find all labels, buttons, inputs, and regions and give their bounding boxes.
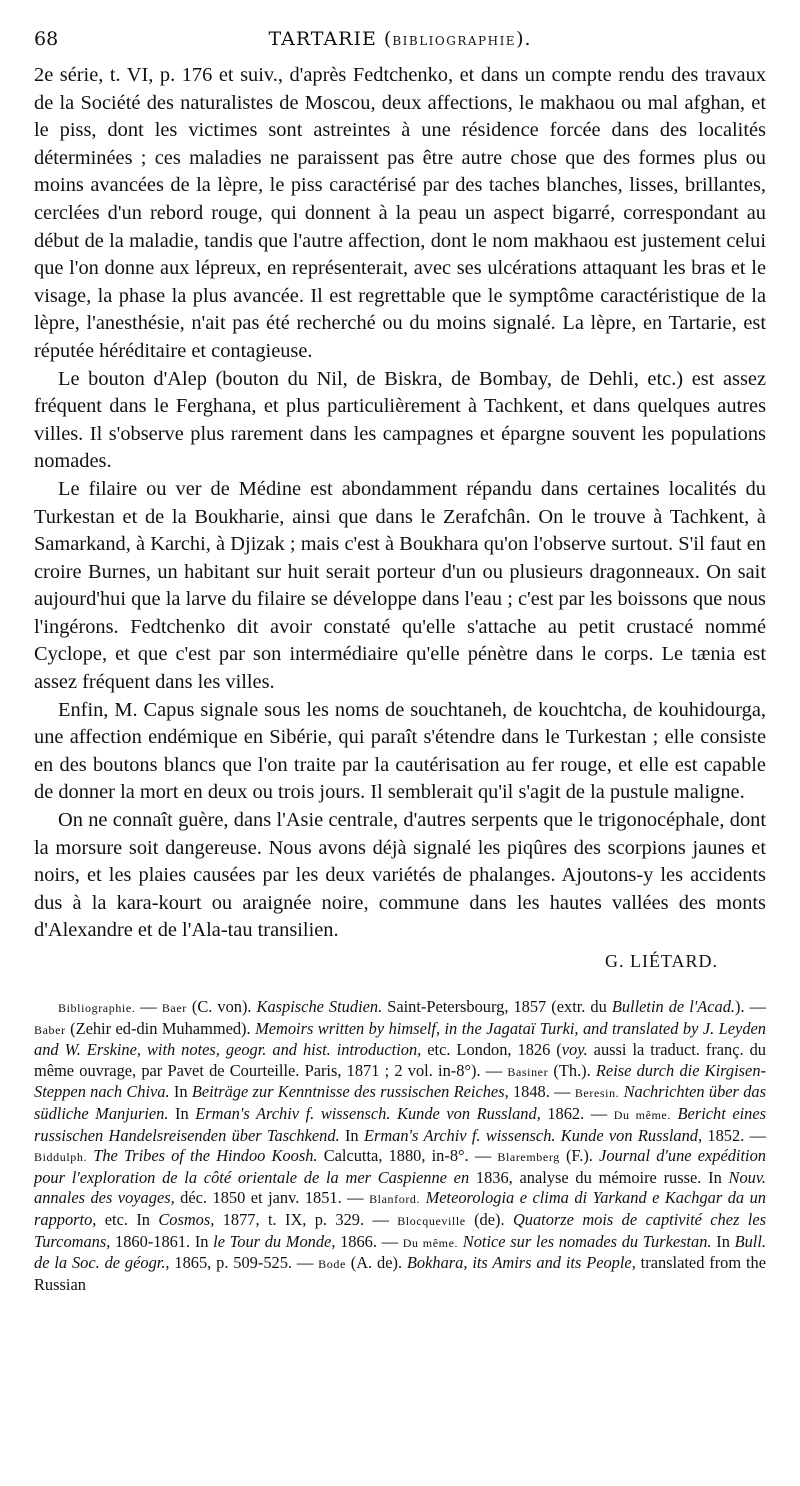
bibliography-text: (A. de). [345, 1253, 407, 1273]
bibliography-author: Bibliographie. [58, 1001, 136, 1015]
bibliography [34, 997, 766, 1295]
bibliography-text: etc. In [96, 1209, 159, 1229]
bibliography-text: Saint-Petersbourg, 1857 (extr. du [382, 997, 612, 1016]
bibliography-author: Du même. [402, 1235, 459, 1250]
bibliography-title: Kaspische Studien. [256, 997, 383, 1016]
bibliography-title: Erman's Archiv f. wissensch. Kunde von Russland, [363, 1125, 703, 1145]
bibliography-title: Notice sur les nomades du Turkestan. [462, 1231, 712, 1251]
bibliography-title: voy. [561, 1040, 588, 1060]
bibliography-title: Beiträge zur Kenntnisse des russischen Reiches, [191, 1082, 509, 1102]
page [34, 28, 766, 1295]
bibliography-text: déc. 1850 et janv. 1851. — [174, 1188, 370, 1208]
running-header [34, 28, 766, 62]
bibliography-text: 1865, p. 509-525. — [169, 1253, 319, 1273]
running-title-main: TARTARIE ( [268, 28, 393, 50]
bibliography-title: Bulletin de l'Acad. [611, 997, 736, 1016]
bibliography-author: Biddulph. [34, 1150, 88, 1165]
bibliography-text: 1860-1861. In [110, 1231, 214, 1251]
bibliography-text: translated from the Russian [34, 1253, 767, 1294]
bibliography-text: In [169, 1082, 192, 1102]
bibliography-title: Reise durch die Kirgisen-Steppen nach Chiva. [34, 1060, 766, 1102]
bibliography-text: (Th.). [548, 1060, 596, 1080]
bibliography-author: Blaremberg [497, 1150, 560, 1165]
bibliography-text: (Zehir ed-din Muhammed). [65, 1018, 256, 1038]
bibliography-text: (de). [465, 1209, 513, 1229]
paragraph: Le filaire ou ver de Médine est abondamment répandu dans certaines localités du Turkestan et de la Boukharie, ainsi que dans le Zerafchân. On le trouve à Tachkent, à Samarkand, à Karchi, à Djizak ; mais c'est à Boukhara qu'on l'observe surtout. S'il faut en croire Burnes, un habitant sur huit serait porteur d'un ou plusieurs dragonneaux. On sait aujourd'hui que la larve du filaire se développe dans l'eau ; c'est par les boissons que nous l'ingérons. Fedtchenko dit avoir constaté qu'elle s'attache au petit crustacé nommé Cyclope, et que c'est par son intermédiaire qu'elle pénètre dans le corps. Le tænia est assez fréquent dans les villes. [34, 477, 766, 694]
bibliography-author: Du même. [613, 1107, 671, 1122]
bibliography-title: Bull. de la Soc. de géogr., [34, 1231, 766, 1273]
bibliography-title: Quatorze mois de captivité chez les Turcomans, [34, 1209, 766, 1251]
bibliography-title: Nachrichten über das südliche Manjurien. [34, 1082, 766, 1123]
page-number: 68 [34, 28, 59, 50]
bibliography-title: Bericht eines russischen Handelsreisenden über Taschkend. [34, 1103, 767, 1145]
bibliography-text: In [711, 1231, 735, 1251]
running-title-section: BIBLIOGRAPHIE [392, 34, 517, 48]
bibliography-text: 1877, t. IX, p. 329. — [214, 1209, 398, 1229]
bibliography-title: Nouv. annales des voyages, [34, 1167, 766, 1208]
bibliography-title: Memoirs written by himself, in the Jagataï Turki, and translated by J. Leyden and W. Erskine, with notes, geogr. and hist. introduction, [34, 1018, 767, 1060]
bibliography-title: Erman's Archiv f. wissensch. Kunde von Russland, [195, 1103, 541, 1123]
bibliography-text: 1862. — [540, 1103, 614, 1123]
bibliography-text: 1852. — [702, 1125, 766, 1145]
bibliography-paragraph [34, 997, 766, 1295]
paragraph: On ne connaît guère, dans l'Asie centrale, d'autres serpents que le trigonocéphale, dont la morsure soit dangereuse. Nous avons déjà signalé les piqûres des scorpions jaunes et noirs, et les plaies causées par les deux variétés de phalanges. Ajoutons-y les accidents dus à la kara-kourt ou araignée noire, commune dans les hautes vallées des monts d'Alexandre et de l'Ala-tau transilien. [34, 809, 766, 942]
bibliography-text: 1866. — [335, 1231, 403, 1251]
bibliography-text: Calcutta, 1880, in-8°. — [317, 1146, 498, 1166]
bibliography-text: aussi la traduct. franç. du même ouvrage, par Pavet de Courteille. Paris, 1871 ; 2 vol. in-8°). — [34, 1040, 766, 1080]
bibliography-text: 1848. — [508, 1082, 575, 1102]
bibliography-author: Bode [318, 1257, 346, 1272]
bibliography-author: Baber [34, 1022, 66, 1037]
bibliography-title: Meteorologia e clima di Yarkand e Kachgar da un rapporto, [34, 1188, 766, 1229]
bibliography-text: etc. London, 1826 ( [421, 1040, 562, 1060]
bibliography-author: Baer [161, 1001, 187, 1015]
paragraph: 2e série, t. VI, p. 176 et suiv., d'après Fedtchenko, et dans un compte rendu des travaux de la Société des naturalistes de Moscou, deux affections, le makhaou ou mal afghan, et le piss, dont les victimes sont astreintes à une résidence forcée dans des localités déterminées ; ces maladies ne paraissent pas être autre chose que des formes plus ou moins avancées de la lèpre, le piss caractérisé par des taches blanches, lisses, brillantes, cerclées d'un rebord rouge, qui donnent à la peau un aspect bigarré, correspondant au début de la maladie, tandis que l'autre affection, dont le nom makhaou est justement celui que l'on donne aux lépreux, en représenterait, avec ses ulcérations attaquant les bras et le visage, la phase la plus avancée. Il est regrettable que le symptôme caractéristique de la lèpre, l'anesthésie, n'ait pas été recherché ou du moins signalé. La lèpre, en Tartarie, est réputée héréditaire et contagieuse. [34, 64, 766, 362]
body-text [34, 62, 766, 945]
bibliography-text: (C. von). [186, 997, 257, 1016]
bibliography-text: — [135, 997, 162, 1016]
bibliography-text: In [168, 1103, 196, 1123]
running-title [34, 28, 766, 50]
bibliography-text: (F.). [559, 1146, 600, 1166]
paragraph: Enfin, M. Capus signale sous les noms de souchtaneh, de kouchtcha, de kouhidourga, une affection endémique en Sibérie, qui paraît s'étendre dans le Turkestan ; elle consiste en des boutons blancs que l'on traite par la cautérisation au fer rouge, et elle est capable de donner la mort en deux ou trois jours. Il semblerait qu'il s'agit de la pustule maligne. [34, 698, 766, 804]
bibliography-author: Blocqueville [397, 1213, 466, 1228]
bibliography-text: 1836, analyse du mémoire russe. In [469, 1167, 729, 1187]
bibliography-author: Beresin. [574, 1086, 620, 1101]
running-title-end: ). [516, 28, 532, 50]
bibliography-author: Blanford. [369, 1192, 421, 1207]
bibliography-title: le Tour du Monde, [213, 1231, 336, 1251]
bibliography-text: In [339, 1125, 364, 1145]
bibliography-title: Cosmos, [158, 1209, 215, 1229]
bibliography-text: ). — [735, 997, 766, 1016]
bibliography-title: Bokhara, its Amirs and its People, [406, 1253, 636, 1273]
author-signature: G. LIÉTARD. [604, 951, 718, 971]
bibliography-title: Journal d'une expédition pour l'exploration de la côté orientale de la mer Caspienne en [34, 1146, 766, 1187]
paragraph: Le bouton d'Alep (bouton du Nil, de Biskra, de Bombay, de Dehli, etc.) est assez fréquent dans le Ferghana, et plus particulièrement à Tachkent, et dans quelques autres villes. Il s'observe plus rarement dans les campagnes et épargne souvent les populations nomades. [34, 367, 766, 473]
bibliography-author: Basiner [507, 1064, 549, 1079]
bibliography-title: The Tribes of the Hindoo Koosh. [93, 1146, 318, 1166]
